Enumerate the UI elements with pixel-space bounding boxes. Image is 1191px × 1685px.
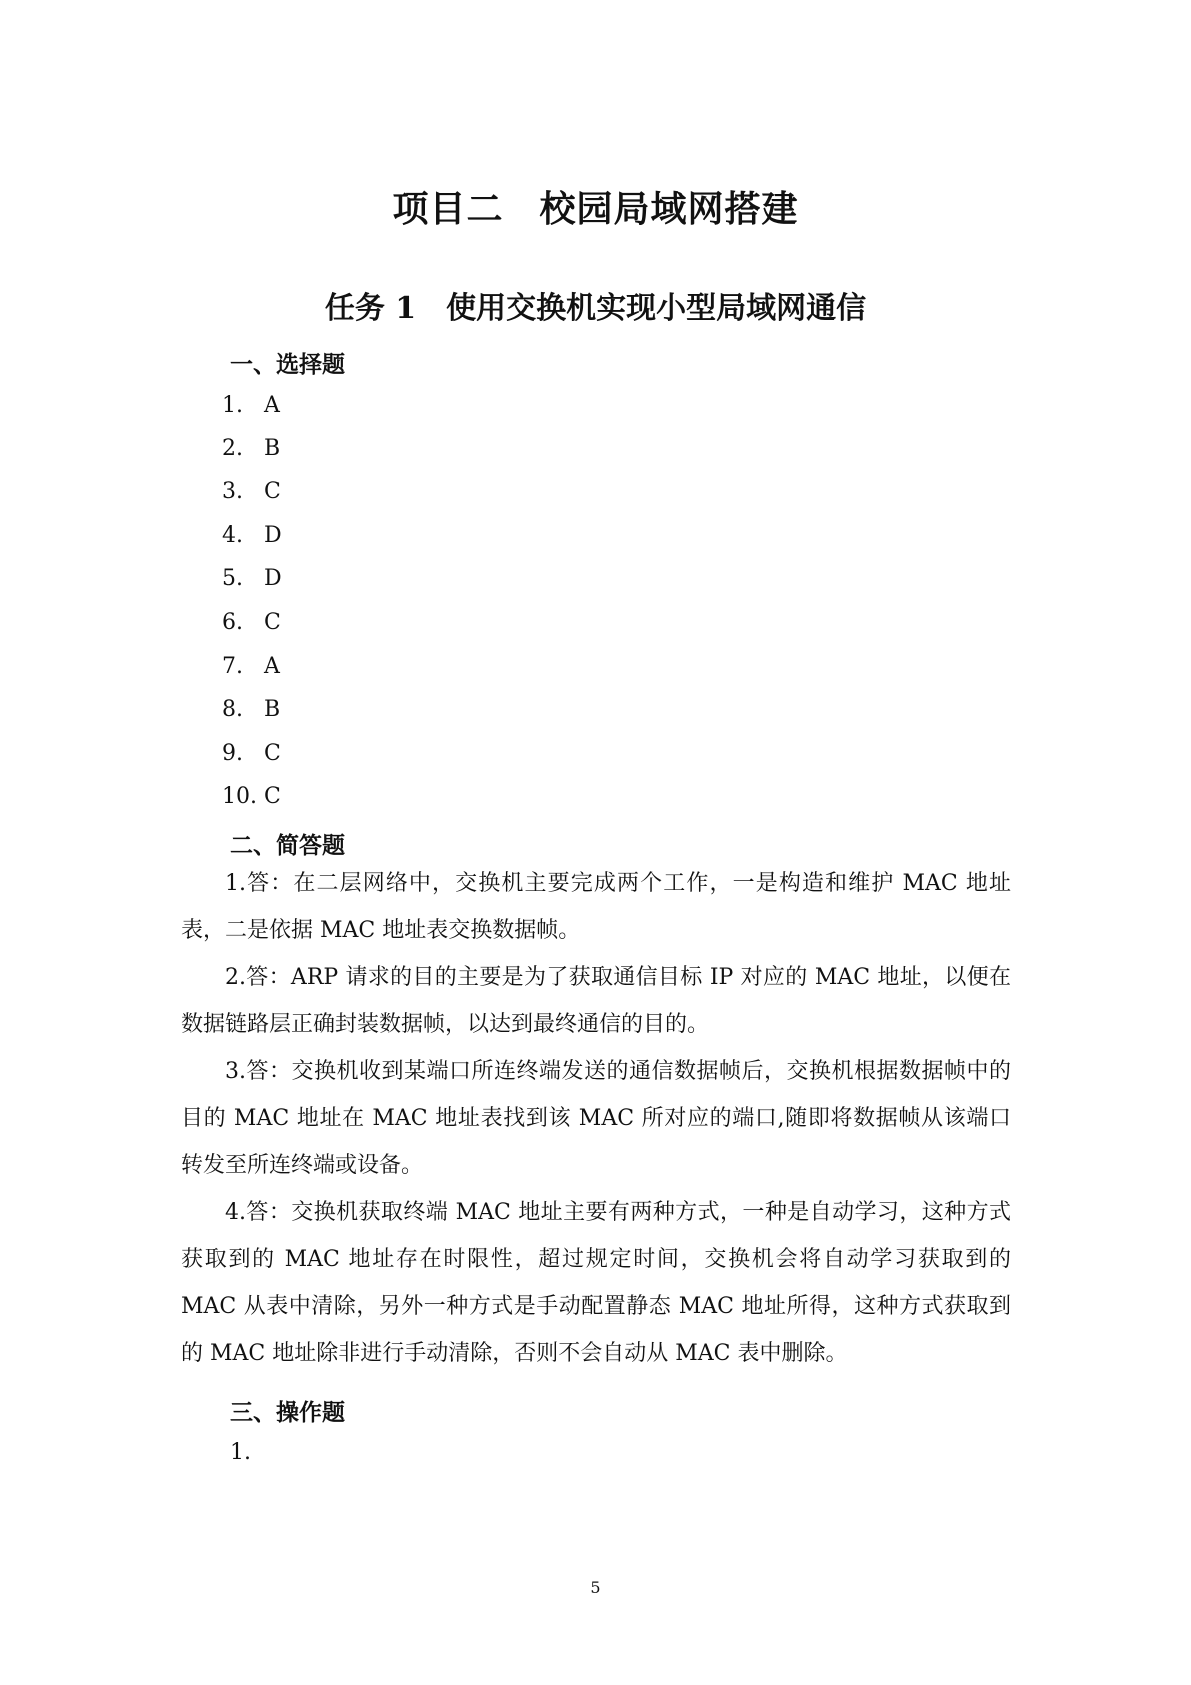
choice-number: 5. — [222, 566, 243, 591]
choice-letter: C — [264, 479, 281, 504]
choice-letter: C — [264, 784, 281, 809]
task-title-prefix: 任务 1 — [324, 291, 417, 326]
choice-number: 7. — [222, 654, 243, 679]
choice-number: 3. — [222, 479, 243, 504]
choice-number: 2. — [222, 436, 243, 461]
choice-number: 4. — [222, 523, 243, 548]
section-heading-short-answer: 二、简答题 — [230, 832, 345, 859]
choice-answer — [222, 393, 280, 418]
choice-answer — [222, 436, 280, 461]
choice-number: 8. — [222, 697, 243, 722]
task-title — [0, 283, 1191, 327]
choice-letter: A — [264, 654, 280, 679]
choice-letter: B — [264, 697, 281, 722]
choice-letter: A — [264, 393, 280, 418]
operation-item: 1. — [230, 1440, 251, 1465]
project-title-name: 校园局域网搭建 — [539, 188, 799, 230]
choice-letter: D — [264, 566, 282, 591]
project-title-prefix: 项目二 — [392, 188, 504, 230]
page-number: 5 — [590, 1578, 601, 1597]
choice-letter: B — [264, 436, 281, 461]
project-title — [0, 181, 1191, 232]
choice-answer — [222, 523, 282, 548]
choice-answer — [222, 697, 280, 722]
choice-answer — [222, 610, 281, 635]
choice-number: 6. — [222, 610, 243, 635]
choice-letter: D — [264, 523, 282, 548]
task-title-name: 使用交换机实现小型局域网通信 — [446, 291, 867, 326]
choice-answer — [222, 784, 281, 809]
short-answer-paragraph: 1.答：在二层网络中，交换机主要完成两个工作，一是构造和维护 MAC 地址表，二是依据 MAC 地址表交换数据帧。 — [181, 871, 1011, 943]
choice-answer — [222, 566, 282, 591]
section-heading-operation: 三、操作题 — [230, 1399, 345, 1426]
short-answer-paragraph: 3.答：交换机收到某端口所连终端发送的通信数据帧后，交换机根据数据帧中的目的 MAC 地址在 MAC 地址表找到该 MAC 所对应的端口,随即将数据帧从该端口转发至所连终端或设备。 — [181, 1059, 1011, 1178]
choice-answer — [222, 741, 281, 766]
short-answer-paragraph: 2.答：ARP 请求的目的主要是为了获取通信目标 IP 对应的 MAC 地址，以便在数据链路层正确封装数据帧，以达到最终通信的目的。 — [181, 965, 1011, 1037]
section-heading-choice: 一、选择题 — [230, 351, 345, 378]
choice-number: 1. — [222, 393, 243, 418]
choice-answer — [222, 654, 280, 679]
choice-letter: C — [264, 610, 281, 635]
choice-answer — [222, 479, 281, 504]
choice-number: 9. — [222, 741, 243, 766]
choice-number: 10. — [222, 784, 257, 809]
choice-letter: C — [264, 741, 281, 766]
short-answer-paragraph: 4.答：交换机获取终端 MAC 地址主要有两种方式，一种是自动学习，这种方式获取到的 MAC 地址存在时限性，超过规定时间，交换机会将自动学习获取到的 MAC 从表中清除，另外一种方式是手动配置静态 MAC 地址所得，这种方式获取到的 MAC 地址除非进行手动清除，否则不会自动从 MAC 表中删除。 — [181, 1200, 1011, 1366]
